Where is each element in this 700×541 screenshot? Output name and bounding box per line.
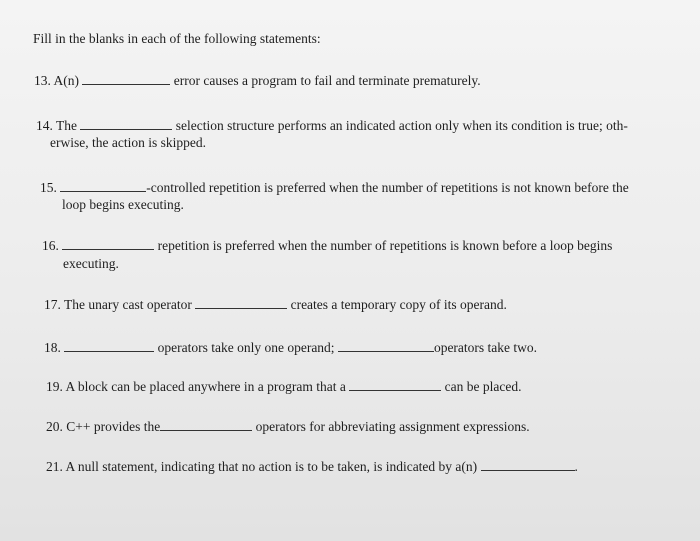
- question-19-lead: 19. A block can be placed anywhere in a program that a: [46, 379, 346, 394]
- question-21-blank[interactable]: [481, 458, 575, 471]
- question-13-text: error causes a program to fail and terminate prematurely.: [173, 73, 481, 88]
- question-14-text: selection structure performs an indicated action only when its condition is true; oth-: [175, 118, 628, 133]
- question-20-blank[interactable]: [160, 418, 252, 431]
- question-15-continued: loop begins executing.: [62, 197, 184, 212]
- question-19: [46, 378, 521, 395]
- question-16: [42, 237, 612, 254]
- question-14-blank[interactable]: [80, 117, 172, 130]
- question-19-blank[interactable]: [349, 378, 441, 391]
- question-15-blank[interactable]: [60, 179, 146, 192]
- question-21: [46, 458, 578, 475]
- question-20: [46, 418, 530, 435]
- question-19-text: can be placed.: [444, 379, 522, 394]
- question-17-lead: 17. The unary cast operator: [44, 297, 192, 312]
- question-18-blank-1[interactable]: [64, 339, 154, 352]
- question-13: [34, 72, 481, 89]
- question-14-lead: 14. The: [36, 118, 77, 133]
- question-18: [44, 339, 537, 356]
- question-18-text-2: operators take two.: [433, 340, 538, 355]
- question-17-blank[interactable]: [195, 296, 287, 309]
- question-21-lead: 21. A null statement, indicating that no action is to be taken, is indicated by a(n): [46, 459, 478, 474]
- question-16-blank[interactable]: [62, 237, 154, 250]
- question-17-text: creates a temporary copy of its operand.: [290, 297, 507, 312]
- question-20-text: operators for abbreviating assignment expressions.: [255, 419, 530, 434]
- question-13-blank[interactable]: [82, 72, 170, 85]
- question-17: [44, 296, 507, 313]
- question-13-lead: 13. A(n): [34, 73, 79, 88]
- question-18-blank-2[interactable]: [338, 339, 434, 352]
- instructions-header: Fill in the blanks in each of the following statements:: [33, 31, 321, 46]
- question-21-text: .: [574, 459, 578, 474]
- question-16-text: repetition is preferred when the number of repetitions is known before a loop begins: [157, 238, 613, 253]
- question-14: [36, 117, 628, 134]
- question-15: [40, 179, 629, 196]
- question-16-continued: executing.: [63, 256, 119, 271]
- question-15-lead: 15.: [40, 180, 57, 195]
- question-20-lead: 20. C++ provides the: [46, 419, 161, 434]
- question-15-text: -controlled repetition is preferred when the number of repetitions is not known before the: [146, 180, 629, 195]
- question-16-lead: 16.: [42, 238, 59, 253]
- question-14-continued: erwise, the action is skipped.: [50, 135, 206, 150]
- question-18-text-1: operators take only one operand;: [157, 340, 335, 355]
- question-18-lead: 18.: [44, 340, 61, 355]
